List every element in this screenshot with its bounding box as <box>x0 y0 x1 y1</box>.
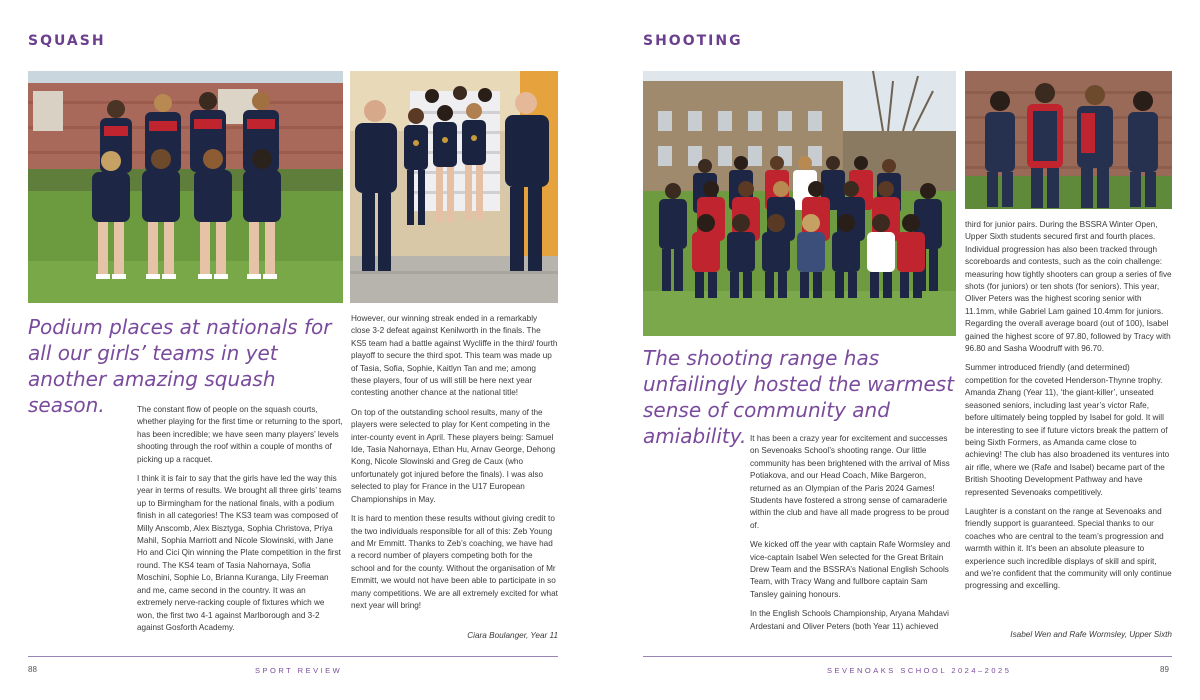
footer-rule-left <box>28 656 558 657</box>
shooting-team-photo <box>643 71 956 336</box>
squash-body-column-2 <box>351 313 558 619</box>
page-number-left: 88 <box>28 665 37 674</box>
squash-pull-quote: Podium places at nationals for all our girls’ teams in yet another amazing squash season. <box>28 315 332 417</box>
paragraph: I think it is fair to say that the girls have led the way this year in terms of results. We brought all three girls’ teams up to Birmingham for the national finals, with a podium finish in all categories! The KS3 team was composed of Milly Anscomb, Alex Bisztyga, Sophia Christova, Priya Mahil, Sophia Marriott and Nicole Slowinski, with Jane Ho and Cici Qin winning the Plate competition in the first round. The KS4 team of Tasia Nahornaya, Sofia Moschini, Sophie Lo, Brianna Kuranga, Lily Freeman and me, came second in the country. It was an extremely nerve-racking couple of fixtures which we won, the first two 4-1 against Marlborough and 3-2 against Gosforth Academy. <box>137 474 342 632</box>
footer-label-left: SPORT REVIEW <box>255 666 343 675</box>
footer-label-right: SEVENOAKS SCHOOL 2024–2025 <box>827 666 1012 675</box>
paragraph: It is hard to mention these results without giving credit to the two individuals responsible for all of this: Zeb Young and Mr Emmitt. Thanks to Zeb’s coaching, we have had a record number of players competing both for the school and for the county. Without the organisation of Mr Emmitt, we would not have been able to participate in so many competitions. We are all extremely excited for what next year will bring! <box>351 514 558 610</box>
paragraph: Laughter is a constant on the range at Sevenoaks and friendly support is guaranteed. Special thanks to our coaches who are central to the team’s progression and warmth within it. It’s been an absolute pleasure to experience such incredible displays of skill and spirit, and we’re confident that the community will only continue progressing and excelling. <box>965 506 1172 591</box>
paragraph: However, our winning streak ended in a remarkably close 3-2 defeat against Kenilworth in the finals. The KS5 team had a battle against Wycliffe in the third/ fourth playoff to secure the third spot. This team was made up of Tasia, Sofia, Sophie, Kaitlyn Tan and me; among these players, four of us will still be here next year contesting another chance at the national title! <box>351 314 558 398</box>
squash-team-photo-image <box>28 71 343 303</box>
squash-medals-photo <box>350 71 558 303</box>
page-number-right: 89 <box>1160 665 1169 674</box>
squash-body-column-1 <box>137 404 343 641</box>
squash-medals-photo-image <box>350 71 558 303</box>
paragraph: On top of the outstanding school results, many of the players were selected to play for Kent competing in the inter-county event in April. These players being: Samuel Ide, Tasia Nahornaya, Ethan Hu, Arnav George, Dehong Kong, Nicole Slowinski and Greg de Caux (who unfortunately got injured before the finals). I was also selected to play for France in the U17 European Championships in May. <box>351 407 556 504</box>
section-title-squash: SQUASH <box>28 33 106 49</box>
shooting-body-column-1 <box>750 433 956 640</box>
shooting-kit-photo <box>965 71 1172 209</box>
paragraph: In the English Schools Championship, Aryana Mahdavi Ardestani and Oliver Peters (both Year 11) achieved <box>750 609 949 631</box>
paragraph: Summer introduced friendly (and determined) competition for the coveted Henderson-Thynne trophy. Amanda Zhang (Year 11), ‘the giant-killer’, unseated seasoned seniors, including last year’s victor Rafe, before ultimately being toppled by Isabel for gold. It will be interesting to see if future victors break the pattern of being Sixth Formers, as Amanda came close to achieving! The club has also broadened its ventures into air rifle, where we (Rafe and Isabel) became part of the British Shooting Development Pathway and have represented Sevenoaks competitively. <box>965 363 1170 497</box>
paragraph: third for junior pairs. During the BSSRA Winter Open, Upper Sixth students secured first and fourth places. Individual progression has also been tracked through scoreboards and contests, such as the coin challenge: measuring how tightly shooters can group a series of five shots (for juniors) or ten shots (for seniors). This year, Oliver Peters was the highest scoring senior with 11.1mm, while Gabriel Lam gained 10.4mm for juniors. Regarding the overall average board (out of 100), Isabel gained the highest score of 97.80, followed by Tracy with 96.80 and Sasha Woodruff with 96.70. <box>965 220 1172 354</box>
paragraph: We kicked off the year with captain Rafe Wormsley and vice-captain Isabel Wen selected for the Great Britain Drew Team and the BSSRA’s National English Schools Team, with Tracy Wang and fullbore captain Sam Tansley gaining honours. <box>750 540 951 599</box>
shooting-team-photo-image <box>643 71 956 336</box>
shooting-pull-quote: The shooting range has unfailingly hosted the warmest sense of community and amiability. <box>643 346 955 448</box>
paragraph: It has been a crazy year for excitement and successes on Sevenoaks School’s shooting range. Our little community has been brightened with the arrival of Miss Potiakova, and our Head Coach, Mike Bargeron, returned as an Olympian of the Paris 2024 Games! Students have fostered a strong sense of camaraderie within the club and have all made progress to be proud of. <box>750 434 950 530</box>
section-title-shooting: SHOOTING <box>643 33 743 49</box>
shooting-kit-photo-image <box>965 71 1172 209</box>
footer-rule-right <box>643 656 1172 657</box>
shooting-body-column-2 <box>965 219 1172 600</box>
shooting-signature: Isabel Wen and Rafe Wormsley, Upper Sixth <box>1010 630 1172 639</box>
squash-team-photo <box>28 71 343 303</box>
squash-signature: Ciara Boulanger, Year 11 <box>467 631 558 640</box>
paragraph: The constant flow of people on the squash courts, whether playing for the first time or returning to the sport, has been incredible; we have seen many players’ levels shooting through the roof within a couple of months of picking up a racquet. <box>137 405 343 464</box>
